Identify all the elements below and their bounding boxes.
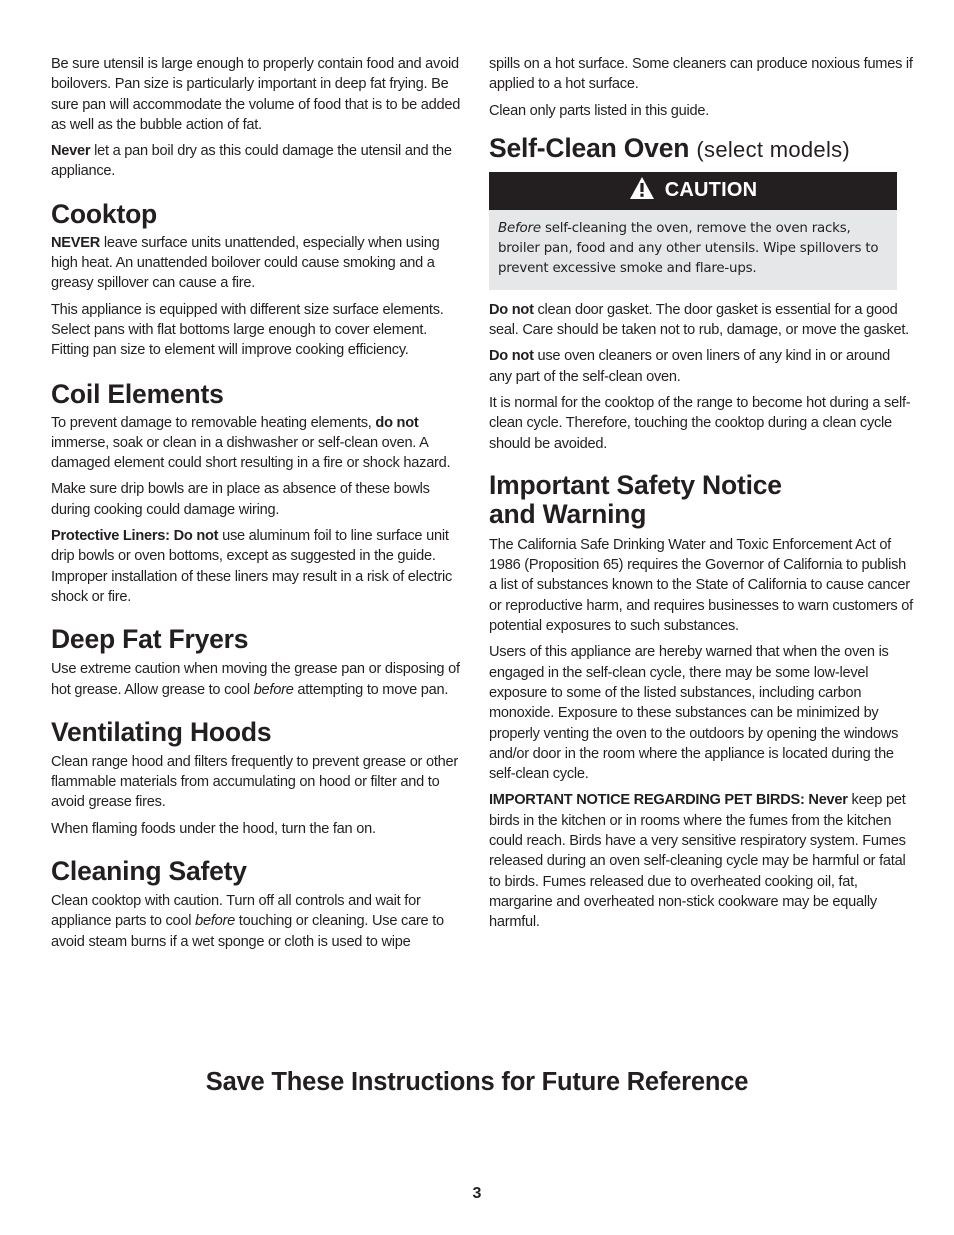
self-clean-paragraph-1-text: clean door gasket. The door gasket is essential for a good seal. Care should be taken not to rub, damage, or move the gasket. xyxy=(489,301,909,339)
coil-paragraph-3-text: use aluminum foil to line surface unit drip bowls or oven bottoms, except as suggested in the guide. Improper installation of these liners may result in a risk of electric shock or fire. xyxy=(51,528,453,605)
right-column xyxy=(489,54,913,939)
important-paragraph-2: Users of this appliance are hereby warned that when the oven is engaged in the self-clean cycle, there may be some low-level exposure to some of the listed substances, including carbon monoxide. Exposure to these substances can be minimized by properly venting the oven to the outdoors by opening the windows and/or door in the room where the appliance is located during the self-clean cycle. xyxy=(489,644,899,783)
caution-text xyxy=(489,210,897,290)
important-paragraph-3 xyxy=(489,790,913,932)
important-heading-line-2: and Warning xyxy=(489,498,647,529)
vent-paragraph-2: When flaming foods under the hood, turn the fan on. xyxy=(51,820,376,837)
cooktop-paragraph-1 xyxy=(51,233,468,294)
intro-paragraph-1: Be sure utensil is large enough to properly contain food and avoid boilovers. Pan size is particularly important in deep fat frying. Be sure pan will accommodate the volume of food that is to be added as well as the bubble action of fat. xyxy=(51,56,461,133)
intro-paragraph-2-text: let a pan boil dry as this could damage the utensil and the appliance. xyxy=(51,143,452,180)
self-clean-paragraph-2-bold: Do not xyxy=(489,348,534,365)
caution-text-italic: Before xyxy=(498,220,541,236)
important-safety-notice-heading xyxy=(489,471,913,529)
cooktop-heading: Cooktop xyxy=(51,198,158,229)
warning-triangle-icon xyxy=(629,176,655,205)
cleaning-paragraph-1-italic: before xyxy=(195,913,235,930)
coil-paragraph-3-bold: Protective Liners: Do not xyxy=(51,528,219,545)
coil-paragraph-1-bold: do not xyxy=(375,414,419,431)
cooktop-paragraph-2: This appliance is equipped with different size surface elements. Select pans with flat bottoms large enough to cover element. Fitting pan size to element will improve cooking efficiency. xyxy=(51,301,444,359)
caution-text-rest: self-cleaning the oven, remove the oven racks, broiler pan, food and any other utensils. Wipe spillovers to prevent excessive smoke and flare-ups. xyxy=(498,220,879,277)
important-heading-line-1: Important Safety Notice xyxy=(489,469,782,500)
caution-box xyxy=(489,172,897,290)
self-clean-paragraph-1 xyxy=(489,300,913,341)
vent-paragraph-1: Clean range hood and filters frequently to prevent grease or other flammable materials from accumulating on hood or filter and to avoid grease fires. xyxy=(51,753,458,811)
deep-fat-paragraph-1-text-a: Use extreme caution when moving the grease pan or disposing of hot grease. Allow grease to cool xyxy=(51,661,460,698)
deep-fat-paragraph-1-italic: before xyxy=(253,681,294,698)
left-column xyxy=(51,54,468,958)
continued-paragraph-1: spills on a hot surface. Some cleaners can produce noxious fumes if applied to a hot surface. xyxy=(489,56,913,93)
cleaning-paragraph-1-text-a: Clean cooktop with caution. Turn off all controls and wait for appliance parts to cool xyxy=(51,893,421,930)
self-clean-oven-heading-sub: (select models) xyxy=(696,136,851,162)
coil-paragraph-1-text-b: immerse, soak or clean in a dishwasher or self-clean oven. A damaged element could short resulting in a fire or shock hazard. xyxy=(51,434,451,472)
ventilating-hoods-heading: Ventilating Hoods xyxy=(51,716,272,747)
coil-paragraph-3 xyxy=(51,526,468,607)
caution-label: CAUTION xyxy=(664,179,758,202)
coil-elements-heading: Coil Elements xyxy=(51,378,224,409)
important-paragraph-3-bold: IMPORTANT NOTICE REGARDING PET BIRDS: Never xyxy=(489,792,848,809)
intro-paragraph-2 xyxy=(51,141,468,182)
caution-bar xyxy=(489,172,897,210)
self-clean-oven-heading-main: Self-Clean Oven xyxy=(489,132,690,163)
cooktop-paragraph-1-text: leave surface units unattended, especially when using high heat. An unattended boilover could cause smoking and a greasy spillover can cause a fire. xyxy=(51,234,440,292)
footer-title: Save These Instructions for Future Reference xyxy=(205,1068,749,1096)
continued-paragraph-2: Clean only parts listed in this guide. xyxy=(489,102,710,119)
deep-fat-paragraph-1-text-b: attempting to move pan. xyxy=(293,681,449,698)
coil-paragraph-1-text-a: To prevent damage to removable heating elements, xyxy=(51,414,376,431)
cleaning-safety-heading: Cleaning Safety xyxy=(51,856,247,887)
cleaning-paragraph-1 xyxy=(51,891,468,952)
coil-paragraph-2: Make sure drip bowls are in place as absence of these bowls during cooking could damage wiring. xyxy=(51,481,430,518)
self-clean-paragraph-2 xyxy=(489,346,913,387)
important-paragraph-1: The California Safe Drinking Water and Toxic Enforcement Act of 1986 (Proposition 65) requires the Governor of California to publish a list of substances known to the State of California to cause cancer or reproductive harm, and requires businesses to warn customers of potential exposures to such substances. xyxy=(489,536,913,635)
self-clean-paragraph-3: It is normal for the cooktop of the range to become hot during a self-clean cycle. Therefore, touching the cooktop during a clean cycle should be avoided. xyxy=(489,394,911,452)
deep-fat-paragraph-1 xyxy=(51,659,468,700)
deep-fat-fryers-heading: Deep Fat Fryers xyxy=(51,624,249,655)
intro-paragraph-2-bold: Never xyxy=(51,143,91,160)
self-clean-paragraph-1-bold: Do not xyxy=(489,301,534,318)
page-number: 3 xyxy=(472,1185,482,1202)
self-clean-oven-heading xyxy=(489,133,913,165)
cooktop-paragraph-1-bold: NEVER xyxy=(51,234,101,251)
important-paragraph-3-text: keep pet birds in the kitchen or in rooms where the fumes from the kitchen could reach. Birds have a very sensitive respiratory system. Fumes released during an oven self-cleaning cycle may be harmful or fatal to birds. Fumes released due to overheated cooking oil, fat, margarine and overheated non-stick cookware may be equally harmful. xyxy=(489,792,906,931)
cleaning-paragraph-1-text-b: touching or cleaning. Use care to avoid steam burns if a wet sponge or cloth is used to wipe xyxy=(51,913,444,950)
coil-paragraph-1 xyxy=(51,413,468,474)
self-clean-paragraph-2-text: use oven cleaners or oven liners of any kind in or around any part of the self-clean oven. xyxy=(489,348,890,385)
